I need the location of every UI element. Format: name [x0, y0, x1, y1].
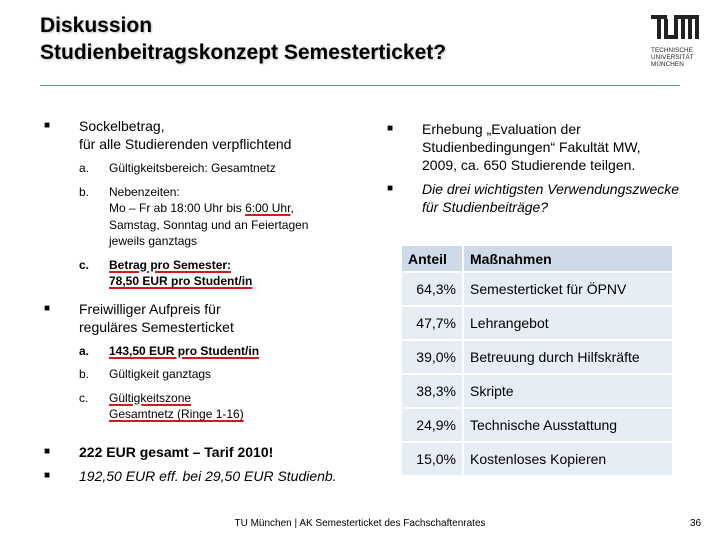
cell-anteil: 24,9% — [401, 408, 463, 442]
cell-anteil: 47,7% — [401, 306, 463, 340]
right-column — [387, 120, 687, 216]
survey-table — [400, 244, 674, 477]
table-row — [401, 306, 673, 340]
cell-massnahme: Semesterticket für ÖPNV — [463, 272, 673, 306]
bullet-square-icon: ■ — [44, 469, 51, 481]
left-column — [44, 117, 354, 485]
slide-title — [40, 12, 446, 66]
column-header-anteil: Anteil — [401, 245, 463, 272]
sub-item-geltungsbereich: a. Gültigkeitsbereich: Gesamtnetz — [79, 161, 276, 175]
bullet-aufpreis: ■ Freiwilliger Aufpreis für reguläres Semesterticket — [44, 300, 234, 335]
column-header-massnahmen: Maßnahmen — [463, 245, 673, 272]
underlined-time: 6:00 Uhr — [245, 201, 291, 215]
table-row — [401, 272, 673, 306]
tum-logo — [651, 15, 699, 68]
bullet-text: für alle Studierenden verpflichtend — [79, 136, 292, 152]
table-row — [401, 374, 673, 408]
tum-logo-icon — [651, 15, 699, 39]
bullet-erhebung: ■ Erhebung „Evaluation der Studienbedingungen“ Fakultät MW, 2009, ca. 650 Studierende teilgen. — [387, 121, 641, 173]
title-divider — [40, 85, 680, 86]
cell-anteil: 15,0% — [401, 442, 463, 476]
cell-massnahme: Skripte — [463, 374, 673, 408]
title-line-1: Diskussion — [40, 14, 153, 37]
cell-massnahme: Lehrangebot — [463, 306, 673, 340]
footer-text: TU München | AK Semesterticket des Fachschaftenrates — [234, 518, 486, 529]
bullet-text: Sockelbetrag, — [79, 118, 165, 134]
table-row — [401, 408, 673, 442]
sub-item-nebenzeiten: b. Nebenzeiten: Mo – Fr ab 18:00 Uhr bis 6:00 Uhr, Samstag, Sonntag und an Feiertagen jeweils ganztags — [79, 184, 309, 248]
title-line-2: Studienbeitragskonzept Semesterticket? — [40, 41, 447, 64]
bullet-square-icon: ■ — [387, 183, 394, 194]
bullet-square-icon: ■ — [44, 445, 51, 457]
table-header-row — [401, 245, 673, 272]
bullet-square-icon: ■ — [44, 120, 51, 131]
tum-logo-text: TECHNISCHE UNIVERSITÄT MÜNCHEN — [651, 47, 694, 68]
cell-massnahme: Technische Ausstattung — [463, 408, 673, 442]
cell-anteil: 39,0% — [401, 340, 463, 374]
bullet-verwendungszwecke: ■ Die drei wichtigsten Verwendungszwecke für Studienbeiträge? — [387, 181, 680, 215]
cell-massnahme: Kostenloses Kopieren — [463, 442, 673, 476]
bullet-square-icon: ■ — [44, 302, 51, 314]
cell-anteil: 64,3% — [401, 272, 463, 306]
bullet-square-icon: ■ — [387, 123, 394, 134]
bullet-gesamt: ■ 222 EUR gesamt – Tarif 2010! — [44, 443, 274, 460]
table-row — [401, 442, 673, 476]
page-number: 36 — [690, 518, 702, 529]
cell-massnahme: Betreuung durch Hilfskräfte — [463, 340, 673, 374]
cell-anteil: 38,3% — [401, 374, 463, 408]
sub-item-gueltigkeit: b. Gültigkeit ganztags — [79, 367, 212, 381]
sub-item-betrag: c. Betrag pro Semester: 78,50 EUR pro Student/in — [79, 257, 253, 288]
bullet-sockelbetrag — [44, 117, 354, 153]
sub-item-zone: c. Gültigkeitszone Gesamtnetz (Ringe 1-16) — [79, 390, 244, 421]
sub-item-preis: a. 143,50 EUR pro Student/in — [79, 343, 260, 358]
table-row — [401, 340, 673, 374]
bullet-effektiv: ■ 192,50 EUR eff. bei 29,50 EUR Studienb. — [44, 467, 337, 484]
